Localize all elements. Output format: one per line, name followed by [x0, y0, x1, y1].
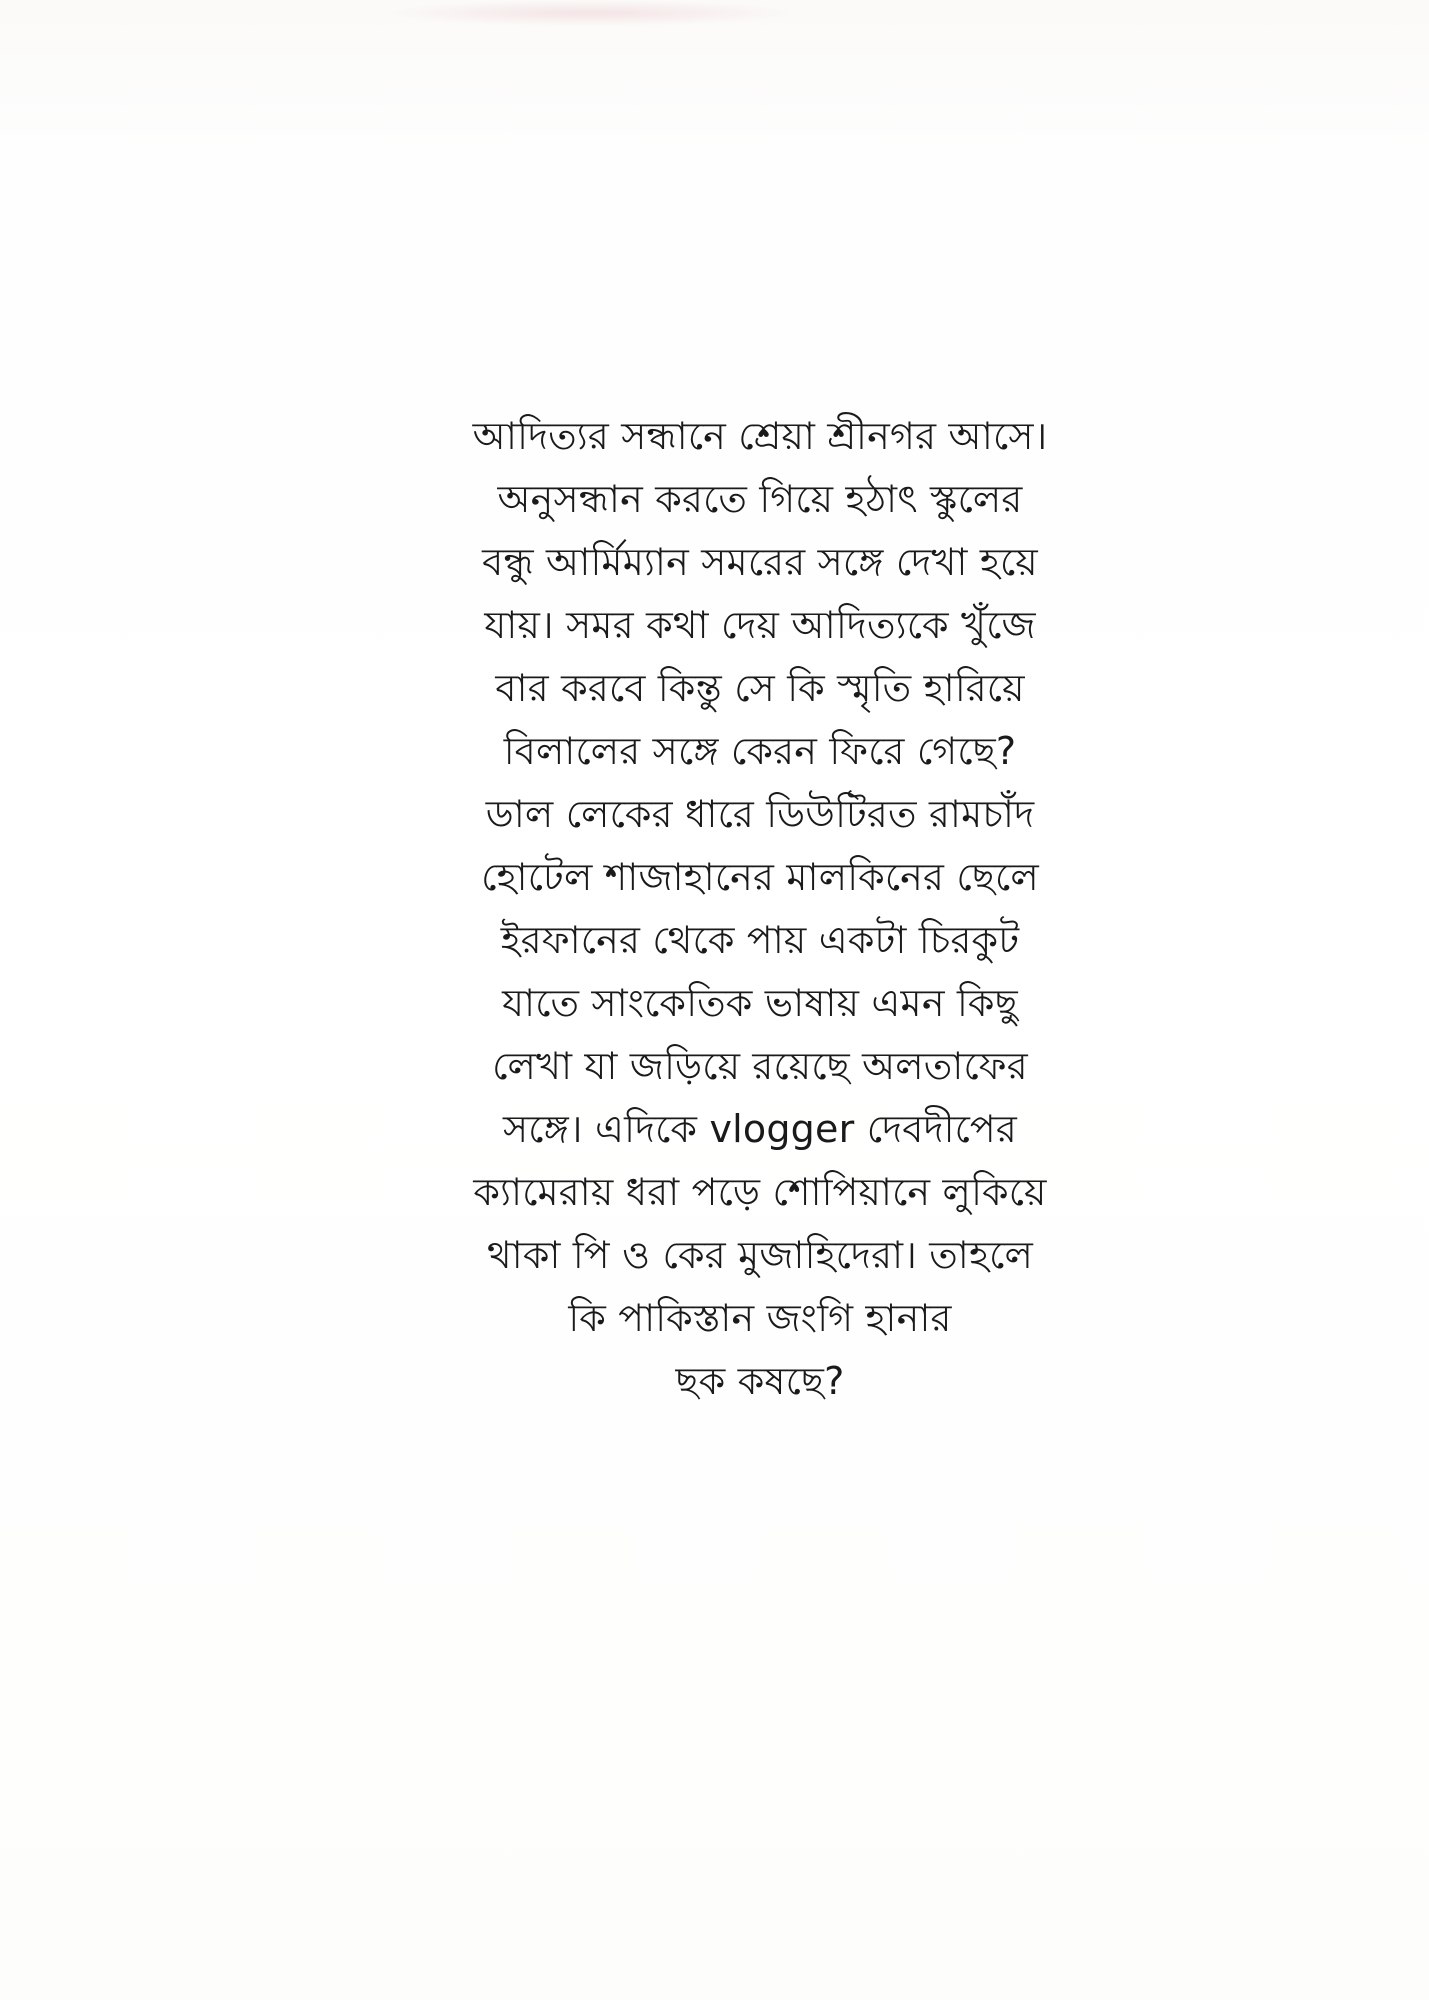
synopsis-line: লেখা যা জড়িয়ে রয়েছে অলতাফের	[492, 1044, 1028, 1088]
paper-smudge	[380, 0, 800, 26]
synopsis-line: হোটেল শাজাহানের মালকিনের ছেলে	[481, 855, 1039, 899]
synopsis-line: ডাল লেকের ধারে ডিউটিরত রামচাঁদ	[485, 792, 1035, 836]
synopsis-line: বার করবে কিন্তু সে কি স্মৃতি হারিয়ে	[495, 666, 1025, 710]
synopsis-line: যায়। সমর কথা দেয় আদিত্যকে খুঁজে	[484, 603, 1036, 647]
synopsis-line: ছক কষছে?	[675, 1359, 845, 1403]
synopsis-line: কি পাকিস্তান জংগি হানার	[568, 1296, 952, 1340]
synopsis-line: অনুসন্ধান করতে গিয়ে হঠাৎ স্কুলের	[497, 477, 1023, 521]
synopsis-line: সঙ্গে। এদিকে vlogger দেবদীপের	[502, 1107, 1018, 1151]
synopsis-text-block	[420, 405, 1100, 1413]
synopsis-line: যাতে সাংকেতিক ভাষায় এমন কিছু	[502, 981, 1018, 1025]
synopsis-line: বন্ধু আর্মিম্যান সমরের সঙ্গে দেখা হয়ে	[482, 540, 1038, 584]
synopsis-line: থাকা পি ও কের মুজাহিদেরা। তাহলে	[487, 1233, 1033, 1277]
synopsis-line: ইরফানের থেকে পায় একটা চিরকুট	[500, 918, 1020, 962]
synopsis-line: আদিত্যর সন্ধানে শ্রেয়া শ্রীনগর আসে।	[472, 414, 1048, 458]
synopsis-line: ক্যামেরায় ধরা পড়ে শোপিয়ানে লুকিয়ে	[473, 1170, 1047, 1214]
synopsis-line: বিলালের সঙ্গে কেরন ফিরে গেছে?	[503, 729, 1017, 773]
